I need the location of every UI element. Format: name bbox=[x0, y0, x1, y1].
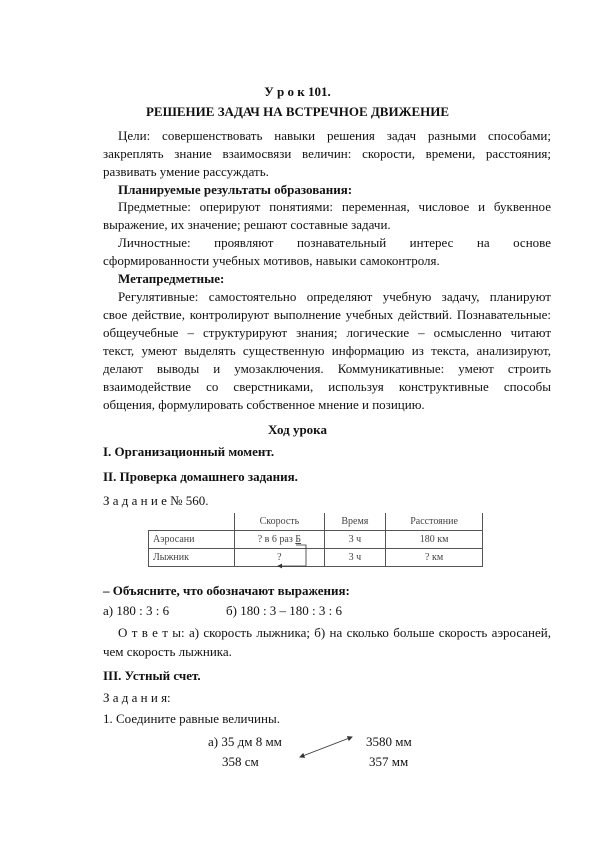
table-cell bbox=[235, 531, 324, 549]
table-cell: Аэросани bbox=[149, 531, 235, 549]
table-header-cell: Время bbox=[324, 513, 386, 531]
answer-line-2: чем скорость лыжника. bbox=[103, 644, 232, 659]
goals-line-2: закреплять знание взаимосвязи величин: скорости, времени, расстояния; bbox=[103, 146, 551, 161]
table-cell: ? км bbox=[386, 549, 483, 567]
meta-heading: Метапредметные: bbox=[118, 271, 225, 286]
task-1-text: 1. Соедините равные величины. bbox=[103, 711, 280, 726]
regulatory-line-3: общеучебные – структурируют знания; логические – осмысленно читают bbox=[103, 325, 551, 340]
expression-b: б) 180 : 3 – 180 : 3 : 6 bbox=[226, 603, 343, 618]
subject-line-1: Предметные: оперируют понятиями: переменная, числовое и буквенное bbox=[118, 199, 551, 214]
section-3-heading: III. Устный счет. bbox=[103, 668, 201, 683]
regulatory-line-1: Регулятивные: самостоятельно определяют учебную задачу, планируют bbox=[118, 289, 551, 304]
section-1-heading: I. Организационный момент. bbox=[103, 444, 275, 459]
regulatory-line-7: общения, формулировать собственное мнение и позицию. bbox=[103, 397, 425, 412]
task-table bbox=[148, 513, 483, 567]
question-text: – Объясните, что обозначают выражения: bbox=[103, 583, 350, 598]
answer-line-1: О т в е т ы: а) скорость лыжника; б) на сколько больше скорость аэросаней, bbox=[118, 625, 551, 640]
table-symbol: Б bbox=[295, 534, 302, 545]
expression-a: а) 180 : 3 : 6 bbox=[103, 603, 170, 618]
match-left-1: а) 35 дм 8 мм bbox=[208, 734, 282, 749]
results-heading: Планируемые результаты образования: bbox=[118, 182, 353, 197]
lesson-title: РЕШЕНИЕ ЗАДАЧ НА ВСТРЕЧНОЕ ДВИЖЕНИЕ bbox=[145, 104, 450, 119]
table-row bbox=[149, 549, 483, 567]
table-cell: 3 ч bbox=[324, 531, 386, 549]
course-heading: Ход урока bbox=[268, 422, 327, 437]
table-header-cell bbox=[149, 513, 235, 531]
table-row bbox=[149, 531, 483, 549]
match-left-2: 358 см bbox=[222, 754, 259, 769]
table-header-cell: Скорость bbox=[235, 513, 324, 531]
table-header-row bbox=[149, 513, 483, 531]
table-header-cell: Расстояние bbox=[386, 513, 483, 531]
task-label: З а д а н и е № 560. bbox=[103, 493, 209, 508]
subject-line-2: выражение, их значение; решают составные задачи. bbox=[103, 217, 391, 232]
tasks-label: З а д а н и я: bbox=[103, 690, 171, 705]
match-right-2: 357 мм bbox=[369, 754, 409, 769]
goals-line-3: развивать умение рассуждать. bbox=[103, 164, 269, 179]
regulatory-line-5: делают выводы и умозаключения. Коммуникативные: умеют строить bbox=[103, 361, 551, 376]
table-cell: Лыжник bbox=[149, 549, 235, 567]
section-2-heading: II. Проверка домашнего задания. bbox=[103, 469, 298, 484]
regulatory-line-4: текст, умеют выделять существенную информацию из текста, анализируют, bbox=[103, 343, 551, 358]
goals-line-1: Цели: совершенствовать навыки решения задач разными способами; bbox=[118, 128, 551, 143]
regulatory-line-6: взаимодействие со сверстниками, используя конструктивные способы bbox=[103, 379, 551, 394]
table-cell: 3 ч bbox=[324, 549, 386, 567]
personal-line-1: Личностные: проявляют познавательный интерес на основе bbox=[118, 235, 551, 250]
match-right-1: 3580 мм bbox=[366, 734, 412, 749]
personal-line-2: сформированности учебных мотивов, навыки самоконтроля. bbox=[103, 253, 440, 268]
table-cell-text: ? в 6 раз bbox=[257, 534, 293, 545]
lesson-number: У р о к 101. bbox=[264, 84, 331, 99]
table-cell: ? bbox=[235, 549, 324, 567]
table-cell: 180 км bbox=[386, 531, 483, 549]
regulatory-line-2: свое действие, контролируют выполнение учебных действий. Познавательные: bbox=[103, 307, 551, 322]
